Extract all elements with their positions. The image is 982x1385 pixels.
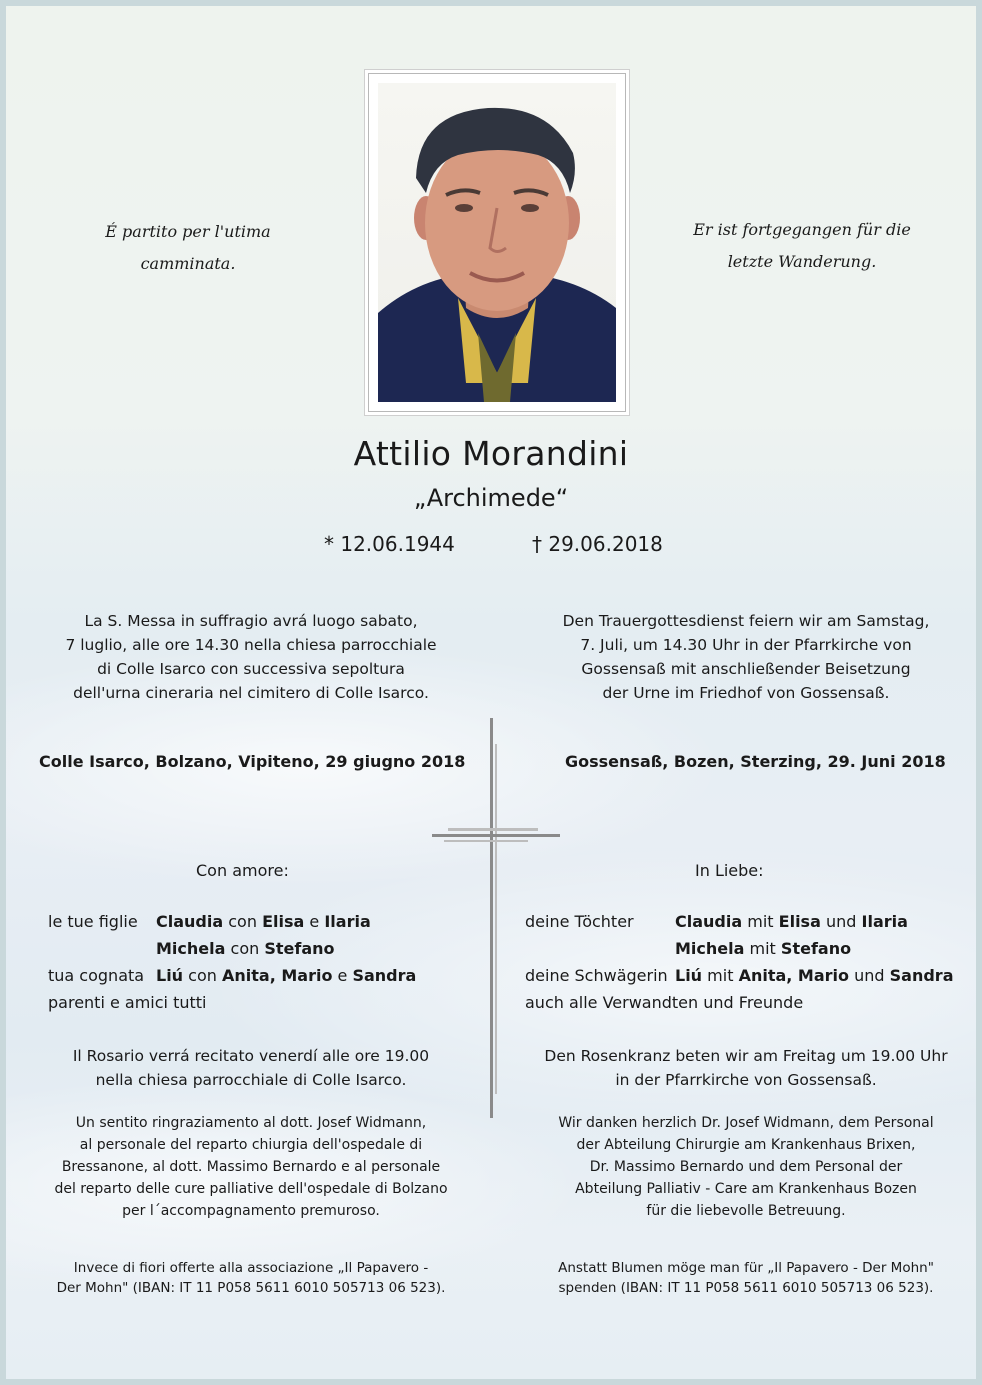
donation-german: Anstatt Blumen möge man für „Il Papavero - Der Mohn" spenden (IBAN: IT 11 P058 5611 6010 505713 06 523). [558, 1260, 934, 1296]
mourners-german [525, 908, 954, 1016]
deceased-nickname: „Archimede“ [413, 484, 569, 512]
mourner-row: le tue figlie Claudia con Elisa e Ilaria [48, 912, 371, 931]
mourners-heading-german: In Liebe: [695, 861, 764, 880]
donation-italian: Invece di fiori offerte alla associazione „Il Papavero - Der Mohn" (IBAN: IT 11 P058 5611 6010 505713 06 523). [56, 1260, 446, 1296]
quote-german: Er ist fortgegangen für die letzte Wanderung. [693, 220, 911, 271]
quote-italian: É partito per l'utima camminata. [105, 222, 271, 273]
thanks-german: Wir danken herzlich Dr. Josef Widmann, dem Personal der Abteilung Chirurgie am Krankenhaus Brixen, Dr. Massimo Bernardo und dem Personal der Abteilung Palliativ - Care am Krankenhaus Bozen für die liebevolle Betreuung. [558, 1115, 934, 1219]
birth-date: * 12.06.1944 [324, 532, 455, 556]
mourner-row: deine Töchter Claudia mit Elisa und Ilaria [525, 912, 908, 931]
mourner-row: tua cognata Liú con Anita, Mario e Sandra [48, 966, 417, 985]
mourner-row: auch alle Verwandten und Freunde [525, 993, 804, 1012]
rosary-german: Den Rosenkranz beten wir am Freitag um 19.00 Uhr in der Pfarrkirche von Gossensaß. [544, 1047, 948, 1089]
mass-info-german: Den Trauergottesdienst feiern wir am Samstag, 7. Juli, um 14.30 Uhr in der Pfarrkirche von Gossensaß mit anschließender Beisetzung der Urne im Friedhof von Gossensaß. [562, 612, 930, 702]
place-date-german: Gossensaß, Bozen, Sterzing, 29. Juni 2018 [565, 752, 946, 771]
deceased-name: Attilio Morandini [353, 434, 629, 473]
mourner-row: Michela mit Stefano [675, 939, 852, 958]
mourners-italian [48, 908, 416, 1016]
portrait-frame [368, 73, 626, 412]
rosary-italian: Il Rosario verrá recitato venerdí alle ore 19.00 nella chiesa parrocchiale di Colle Isarco. [72, 1047, 430, 1089]
place-date-italian: Colle Isarco, Bolzano, Vipiteno, 29 giugno 2018 [39, 752, 466, 771]
mass-info-italian: La S. Messa in suffragio avrá luogo sabato, 7 luglio, alle ore 14.30 nella chiesa parrocchiale di Colle Isarco con successiva sepoltura dell'urna cineraria nel cimitero di Colle Isarco. [65, 612, 437, 702]
mourner-row: parenti e amici tutti [48, 993, 207, 1012]
portrait-photo [378, 83, 616, 402]
death-date: † 29.06.2018 [532, 532, 663, 556]
portrait-illustration [378, 83, 616, 402]
mourner-row: Michela con Stefano [156, 939, 335, 958]
mourner-row: deine Schwägerin Liú mit Anita, Mario und Sandra [525, 966, 954, 985]
thanks-italian: Un sentito ringraziamento al dott. Josef Widmann, al personale del reparto chiurgia dell'ospedale di Bressanone, al dott. Massimo Bernardo e al personale del reparto delle cure palliative dell'ospedale di Bolzano per l´accompagnamento premuroso. [54, 1115, 448, 1219]
mourners-heading-italian: Con amore: [196, 861, 289, 880]
